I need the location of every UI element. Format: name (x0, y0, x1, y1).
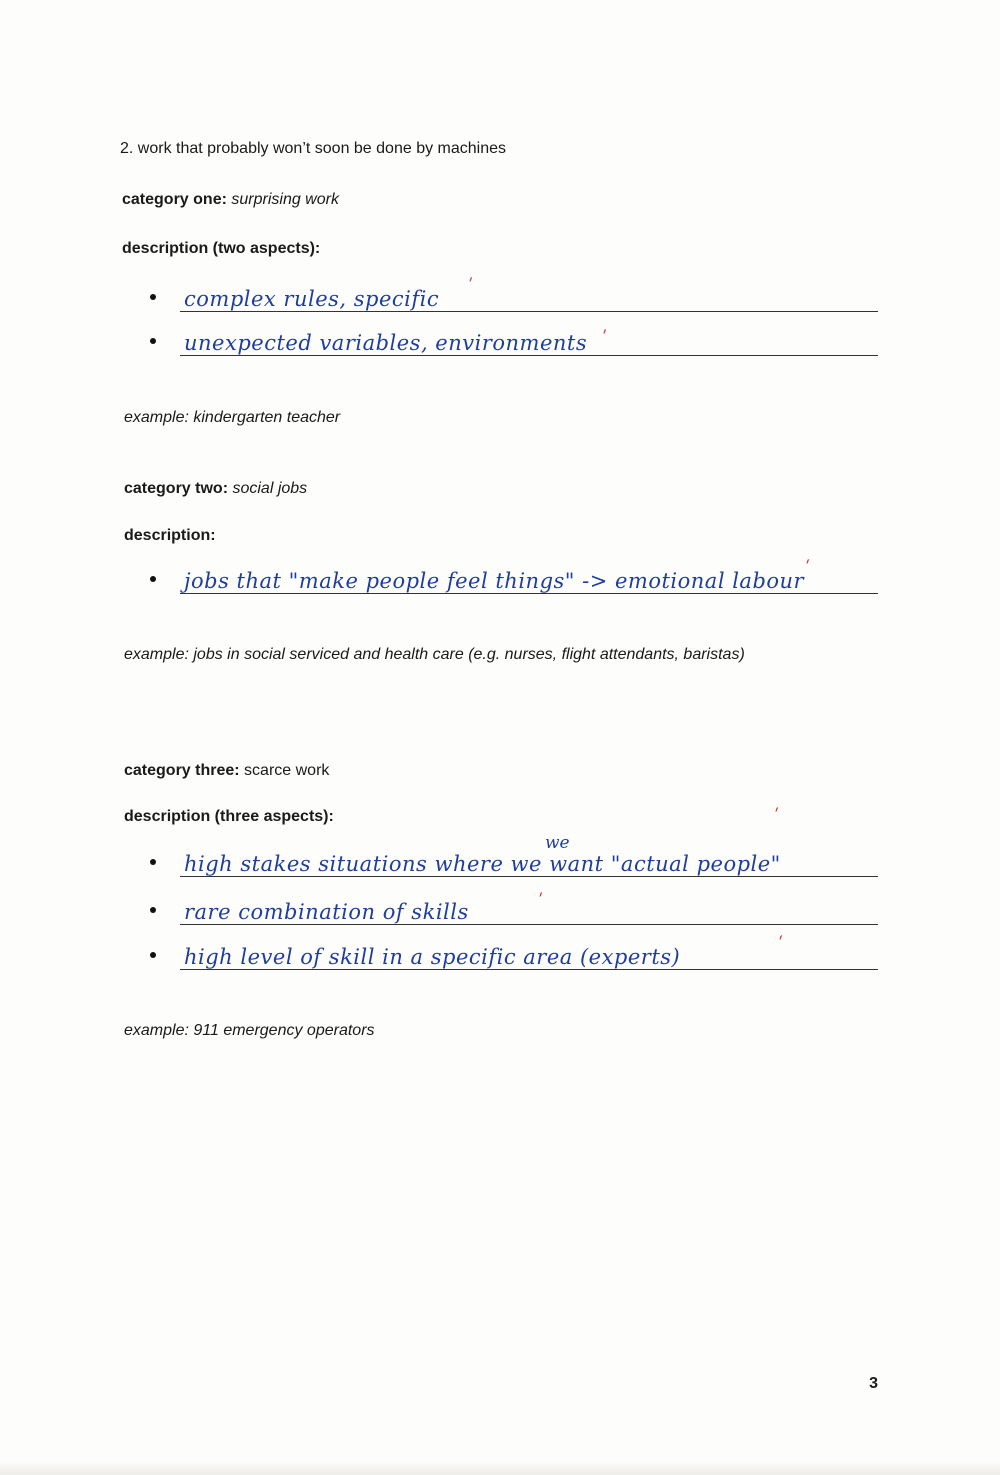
category-two-example: example: jobs in social serviced and health care (e.g. nurses, flight attendants, baristas) (124, 646, 745, 663)
bullet-icon (150, 907, 156, 913)
handwritten-answer: high level of skill in a specific area (experts) (184, 945, 681, 969)
paper-edge-shadow (0, 1461, 1000, 1475)
category-one-description-label: description (two aspects): (122, 240, 321, 257)
inserted-word: we (545, 833, 570, 853)
answer-line (180, 969, 878, 970)
handwritten-answer: high stakes situations where we want "actual people" (184, 852, 781, 876)
category-three (124, 762, 329, 780)
bullet-icon (150, 294, 156, 300)
answer-line (180, 876, 878, 877)
handwritten-answer: rare combination of skills (184, 900, 469, 924)
grading-check-icon: ˊ (774, 933, 791, 956)
category-one-label: category one: (122, 191, 227, 208)
bullet-icon (150, 952, 156, 958)
answer-line (180, 924, 878, 925)
answer-line (180, 593, 878, 594)
category-three-description-label: description (three aspects): (124, 808, 334, 825)
handwritten-answer: complex rules, specific (184, 287, 440, 311)
grading-check-icon: ˊ (770, 805, 787, 828)
answer-line (180, 311, 878, 312)
answer-row (150, 845, 878, 877)
category-three-label: category three: (124, 762, 240, 779)
handwritten-answer: unexpected variables, environments (184, 331, 588, 355)
answer-row (150, 933, 878, 970)
grading-check-icon: ˊ (464, 275, 481, 298)
grading-check-icon: ˊ (598, 327, 615, 350)
bullet-icon (150, 859, 156, 865)
handwritten-answer: jobs that "make people feel things" -> emotional labour (184, 569, 805, 593)
category-one-value: surprising work (231, 191, 339, 208)
answer-line (180, 355, 878, 356)
page-number: 3 (869, 1375, 878, 1392)
answer-row (150, 324, 878, 356)
category-two-description-label: description: (124, 527, 216, 544)
category-two (124, 480, 307, 498)
category-three-example: example: 911 emergency operators (124, 1022, 375, 1039)
category-three-value: scarce work (244, 762, 330, 779)
bullet-icon (150, 576, 156, 582)
answer-row (150, 890, 878, 925)
grading-check-icon: ˊ (534, 890, 551, 913)
answer-row (150, 275, 878, 312)
category-one (122, 191, 339, 209)
answer-row (150, 557, 878, 594)
category-two-value: social jobs (232, 480, 308, 497)
grading-check-icon: ˊ (801, 557, 818, 580)
bullet-icon (150, 338, 156, 344)
category-two-label: category two: (124, 480, 229, 497)
category-one-example: example: kindergarten teacher (124, 409, 341, 426)
question-heading: 2. work that probably won’t soon be done by machines (120, 140, 507, 157)
